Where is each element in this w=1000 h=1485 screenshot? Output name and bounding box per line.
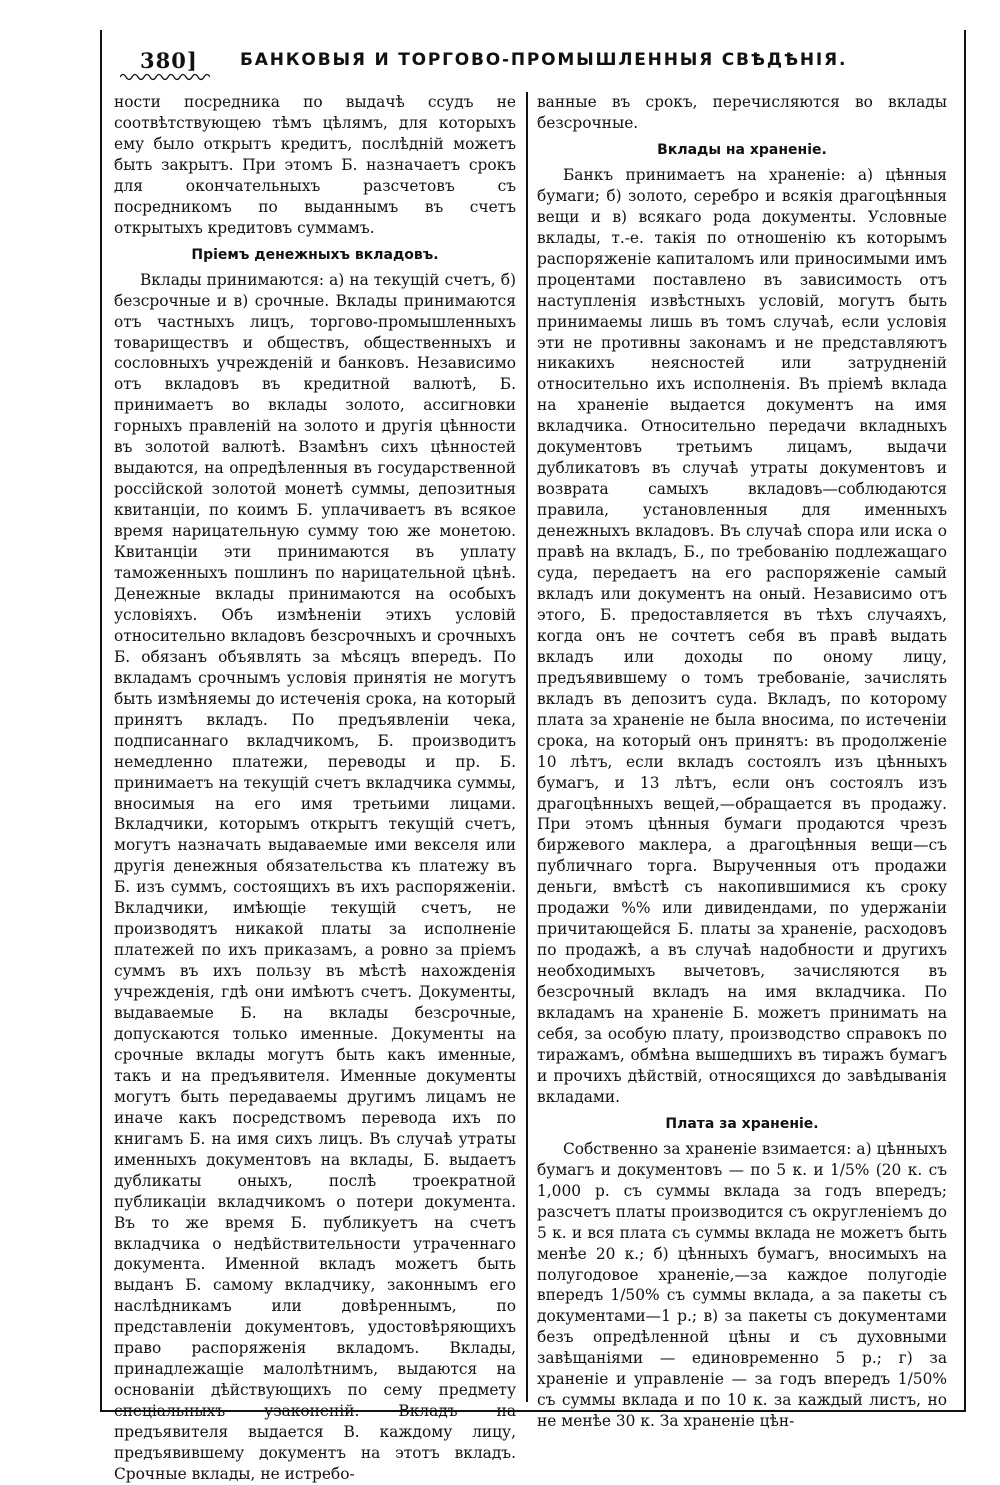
page-header bbox=[130, 48, 950, 82]
right-column bbox=[537, 92, 947, 1432]
right-continuation-paragraph: ванные въ срокъ, перечисляются во вклады безсрочные. bbox=[537, 93, 947, 132]
column-divider bbox=[526, 92, 528, 1402]
wavy-underline-ornament bbox=[120, 72, 210, 82]
left-body-paragraph: Вклады принимаются: а) на текущій счетъ, б) безсрочные и в) срочные. Вклады принимаются отъ частныхъ лицъ, торгово-промышленныхъ товариществъ и обществъ, общественныхъ и сословныхъ учрежденій и банковъ. Независимо отъ вкладовъ въ кредитной валютѣ, Б. принимаетъ во вклады золото, ассигновки горныхъ правленій на золото и другія цѣнности въ золотой валютѣ. Взамѣнъ сихъ цѣнностей выдаются, на опредѣленныя въ государственной россійской золотой монетѣ суммы, депозитныя квитанціи, по коимъ Б. уплачиваетъ въ всякое время нарицательную сумму тою же монетою. Квитанціи эти принимаются въ уплату таможенныхъ пошлинъ по нарицательной цѣнѣ. Денежные вклады принимаются на особыхъ условіяхъ. Объ измѣненіи этихъ условій относительно вкладовъ безсрочныхъ и срочныхъ Б. обязанъ объявлять за мѣсяцъ впередъ. По вкладамъ срочнымъ условія принятія не могутъ быть измѣняемы до истеченія срока, на который принятъ вкладъ. По предъявленіи чека, подписаннаго вкладчикомъ, Б. производитъ немедленно платежи, переводы и пр. Б. принимаетъ на текущій счетъ вкладчика суммы, вносимыя на его имя третьими лицами. Вкладчики, которымъ открытъ текущій счетъ, могутъ назначать выдаваемые ими векселя или другія денежныя обязательства къ платежу въ Б. изъ суммъ, состоящихъ въ ихъ распоряженіи. Вкладчики, имѣющіе текущій счетъ, не производятъ никакой платы за исполненіе платежей по ихъ приказамъ, а ровно за пріемъ суммъ въ ихъ пользу въ мѣстѣ нахожденія учрежденія, гдѣ они имѣютъ счетъ. Документы, выдаваемые Б. на вклады безсрочные, допускаются только именные. Документы на срочные вклады могутъ быть какъ именные, такъ и на предъявителя. Именные документы могутъ быть передаваемы другимъ лицамъ не иначе какъ посредствомъ перевода ихъ по книгамъ Б. на имя сихъ лицъ. Въ случаѣ утраты именныхъ документовъ на вклады, Б. выдаетъ дубликаты оныхъ, послѣ троекратной публикаціи вкладчикомъ о потери документа. Въ то же время Б. публикуетъ на счетъ вкладчика о недѣйствительности утраченнаго документа. Именной вкладъ можетъ быть выданъ Б. самому вкладчику, законнымъ его наслѣдникамъ или довѣреннымъ, по представленіи документовъ, удостовѣряющихъ право распоряженія вкладомъ. Вклады, принадлежащіе малолѣтнимъ, выдаются на основаніи дѣйствующихъ по сему предмету спеціальныхъ узаконеній. Вкладъ на предъявителя выдается В. каждому лицу, предъявившему документъ на этотъ вкладъ. Срочные вклады, не истребо- bbox=[114, 270, 516, 1483]
safekeeping-paragraph: Банкъ принимаетъ на храненіе: а) цѣнныя бумаги; б) золото, серебро и всякія драгоцѣнныя вещи и в) всякаго рода документы. Условные вклады, т.-е. такія по отношенію къ которымъ распоряженіе капиталомъ или приносимыми имъ процентами поставлено въ зависимость отъ наступленія извѣстныхъ условій, могутъ быть принимаемы лишь въ томъ случаѣ, если условія эти не противны законамъ и не представляютъ никакихъ неясностей или затрудненій относительно ихъ исполненія. Въ пріемѣ вклада на храненіе выдается документъ на имя вкладчика. Относительно передачи вкладныхъ документовъ третьимъ лицамъ, выдачи дубликатовъ въ случаѣ утраты документовъ и возврата самыхъ вкладовъ—соблюдаются правила, установленныя для именныхъ денежныхъ вкладовъ. Въ случаѣ спора или иска о правѣ на вкладъ, Б., по требованію подлежащаго суда, передаетъ на его распоряженіе самый вкладъ или документъ на оный. Независимо отъ этого, Б. предоставляется въ тѣхъ случаяхъ, когда онъ не сочтетъ себя въ правѣ выдать вкладъ или доходы по оному лицу, предъявившему о томъ требованіе, зачислять вкладъ въ депозитъ суда. Вкладъ, по которому плата за храненіе не была вносима, по истеченіи срока, на который онъ принятъ: въ продолженіе 10 лѣтъ, если вкладъ состоялъ изъ цѣнныхъ бумагъ, и 13 лѣтъ, если онъ состоялъ изъ драгоцѣнныхъ вещей,—обращается въ продажу. При этомъ цѣнныя бумаги продаются чрезъ биржевого маклера, а драгоцѣнныя вещи—съ публичнаго торга. Вырученныя отъ продажи деньги, вмѣстѣ съ накопившимися къ сроку продажи %% или дивидендами, по удержаніи причитающейся Б. платы за храненіе, расходовъ по продажѣ, а въ случаѣ надобности и другихъ необходимыхъ вычетовъ, зачисляются въ безсрочный вкладъ на имя вкладчика. По вкладамъ на храненіе Б. можетъ принимать на себя, за особую плату, производство справокъ по тиражамъ, обмѣна вышедшихъ въ тиражъ бумагъ и прочихъ дѣйствій, относящихся до завѣдыванія вкладами. bbox=[537, 165, 947, 1106]
left-column bbox=[114, 92, 516, 1485]
section-heading-fees: Плата за храненіе. bbox=[665, 1115, 819, 1132]
running-title: БАНКОВЫЯ И ТОРГОВО-ПРОМЫШЛЕННЫЯ СВѢДѢНІЯ. bbox=[240, 50, 848, 70]
section-heading-safekeeping: Вклады на храненіе. bbox=[657, 141, 827, 158]
page-number: 380] bbox=[140, 48, 198, 73]
left-continuation-paragraph: ности посредника по выдачѣ ссудъ не соотвѣтствующею тѣмъ цѣлямъ, для которыхъ ему было открытъ кредитъ, послѣдній можетъ быть закрытъ. При этомъ Б. назначаетъ срокъ для окончательныхъ разсчетовъ съ посредникомъ по выданнымъ въ счетъ открытыхъ кредитовъ суммамъ. bbox=[114, 93, 516, 237]
fees-paragraph: Собственно за храненіе взимается: а) цѣнныхъ бумагъ и документовъ — по 5 к. и 1/5% (20 к. съ 1,000 р. съ суммы вклада за годъ впередъ; разсчетъ платы производится съ округленіемъ до 5 к. и вся плата съ суммы вклада не можетъ быть менѣе 20 к.; б) цѣнныхъ бумагъ, вносимыхъ на полугодовое храненіе,—за каждое полугодіе впередъ 1/50% съ суммы вклада, а за пакеты съ документами—1 р.; в) за пакеты съ документами безъ опредѣленной цѣны и съ духовными завѣщаніями — единовременно 5 р.; г) за храненіе и управленіе — за годъ впередъ 1/50% съ суммы вклада и по 10 к. за каждый листъ, но не менѣе 30 к. За храненіе цѣн- bbox=[537, 1139, 947, 1431]
section-heading-deposits: Пріемъ денежныхъ вкладовъ. bbox=[191, 246, 439, 263]
